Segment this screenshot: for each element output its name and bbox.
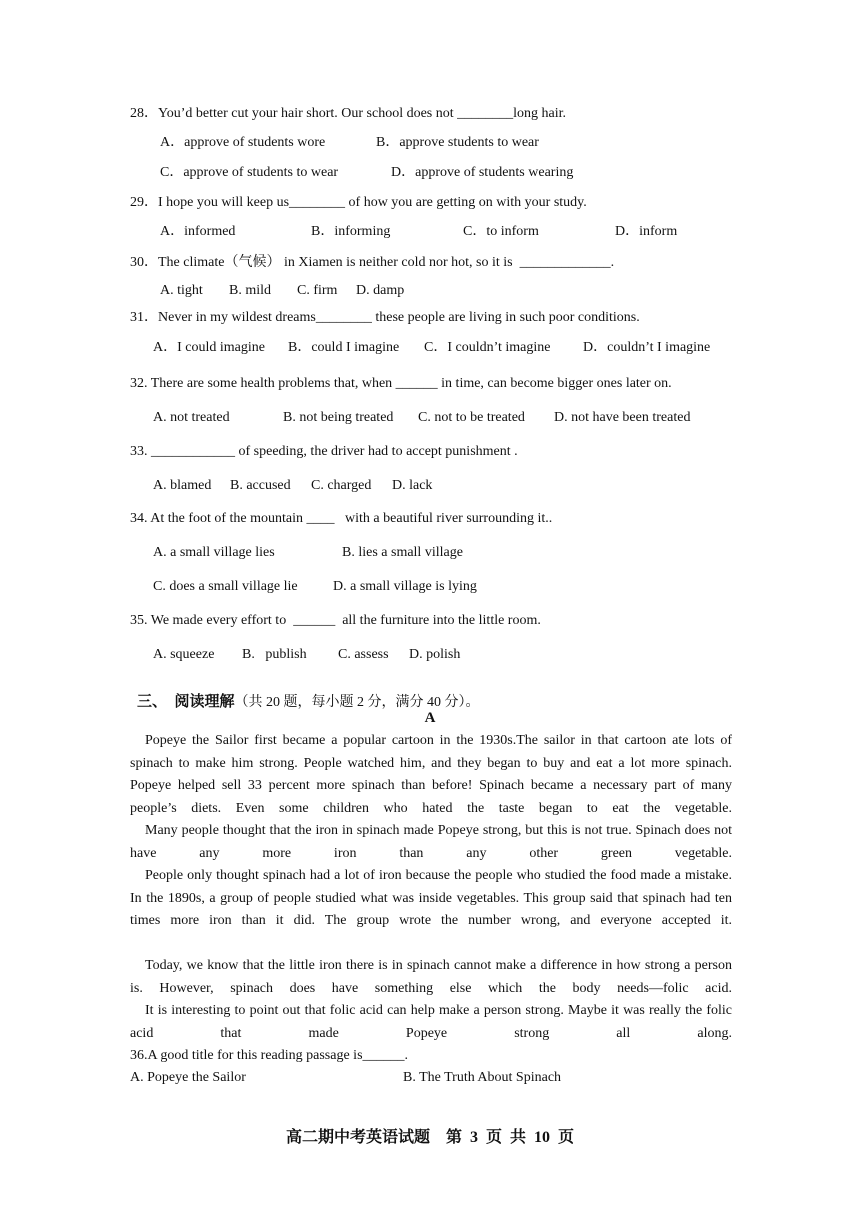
page-footer: 高二期中考英语试题 第 3 页 共 10 页	[285, 1129, 574, 1146]
q31-option-d: D．couldn’t I imagine	[583, 340, 711, 355]
q35-option-c: C. assess	[338, 647, 389, 662]
q28-option-a: A．approve of students wore	[160, 135, 326, 150]
passage-paragraph-5: It is interesting to point out that folic acid can help make a person strong. Maybe it was really the folic acid that made Popeye strong all along.	[130, 1003, 732, 1041]
q33-option-b: B. accused	[230, 478, 291, 493]
q29-option-a: A．informed	[160, 224, 236, 239]
question-29-stem: 29．I hope you will keep us________ of how you are getting on with your study.	[130, 195, 587, 210]
q30-option-a: A. tight	[160, 283, 203, 298]
q34-option-a: A. a small village lies	[153, 545, 275, 560]
q34-option-d: D. a small village is lying	[333, 579, 477, 594]
q31-option-c: C．I couldn’t imagine	[424, 340, 551, 355]
q32-option-a: A. not treated	[153, 410, 230, 425]
question-33-stem: 33. ____________ of speeding, the driver had to accept punishment .	[130, 444, 518, 459]
q29-option-d: D．inform	[615, 224, 678, 239]
q28-option-b: B．approve students to wear	[376, 135, 539, 150]
question-35-stem: 35. We made every effort to ______ all the furniture into the little room.	[130, 613, 541, 628]
q29-option-b: B．informing	[311, 224, 391, 239]
q35-option-b: B. publish	[242, 647, 307, 662]
q32-option-c: C. not to be treated	[418, 410, 525, 425]
q33-option-c: C. charged	[311, 478, 372, 493]
q33-option-d: D. lack	[392, 478, 433, 493]
q33-option-a: A. blamed	[153, 478, 212, 493]
question-28-stem: 28．You’d better cut your hair short. Our school does not ________long hair.	[130, 106, 567, 121]
question-30-stem: 30．The climate（气候） in Xiamen is neither cold nor hot, so it is _____________.	[130, 255, 615, 270]
q35-option-a: A. squeeze	[153, 647, 215, 662]
q36-option-a: A. Popeye the Sailor	[130, 1070, 246, 1085]
q36-option-b: B. The Truth About Spinach	[403, 1070, 562, 1085]
section-title: 三、 阅读理解	[137, 694, 235, 710]
passage-paragraph-1: Popeye the Sailor first became a popular cartoon in the 1930s.The sailor in that cartoon ate lots of spinach to make him strong. People watched him, and they began to buy and eat a lot more spinach. Popeye helped sell 33 percent more spinach than before! Spinach became a necessary part of many people’s diets. Even some children who hated the taste began to eat the vegetable.	[130, 733, 732, 816]
q28-option-d: D．approve of students wearing	[391, 165, 574, 180]
passage-paragraph-3: People only thought spinach had a lot of iron because the people who studied the food made a mistake. In the 1890s, a group of people studied what was inside vegetables. This group said that spinach had ten times more iron than it did. The group wrote the number wrong, and everyone accepted it.	[130, 868, 732, 929]
q34-option-b: B. lies a small village	[342, 545, 463, 560]
q30-option-b: B. mild	[229, 283, 272, 298]
q30-option-d: D. damp	[356, 283, 405, 298]
question-34-stem: 34. At the foot of the mountain ____ with a beautiful river surrounding it..	[130, 511, 553, 526]
q32-option-d: D. not have been treated	[554, 410, 691, 425]
q29-option-c: C．to inform	[463, 224, 539, 239]
section-heading	[130, 675, 480, 712]
question-32-stem: 32. There are some health problems that, when ______ in time, can become bigger ones later on.	[130, 376, 672, 391]
question-36-stem: 36.A good title for this reading passage is______.	[130, 1048, 409, 1063]
q31-option-b: B．could I imagine	[288, 340, 400, 355]
passage-paragraph-2: Many people thought that the iron in spinach made Popeye strong, but this is not true. Spinach does not have any more iron than any other green vegetable.	[130, 823, 732, 861]
section-note: （共 20 题，每小题 2 分，满分 40 分）。	[234, 695, 480, 710]
q30-option-c: C. firm	[297, 283, 338, 298]
passage-label: A	[424, 710, 436, 726]
q32-option-b: B. not being treated	[283, 410, 394, 425]
passage-paragraph-4: Today, we know that the little iron there is in spinach cannot make a difference in how strong a person is. However, spinach does have something else which the body needs—folic acid.	[130, 958, 732, 996]
question-31-stem: 31．Never in my wildest dreams________ these people are living in such poor conditions.	[130, 310, 640, 325]
q34-option-c: C. does a small village lie	[153, 579, 298, 594]
q28-option-c: C．approve of students to wear	[160, 165, 339, 180]
q35-option-d: D. polish	[409, 647, 461, 662]
q31-option-a: A．I could imagine	[153, 340, 265, 355]
